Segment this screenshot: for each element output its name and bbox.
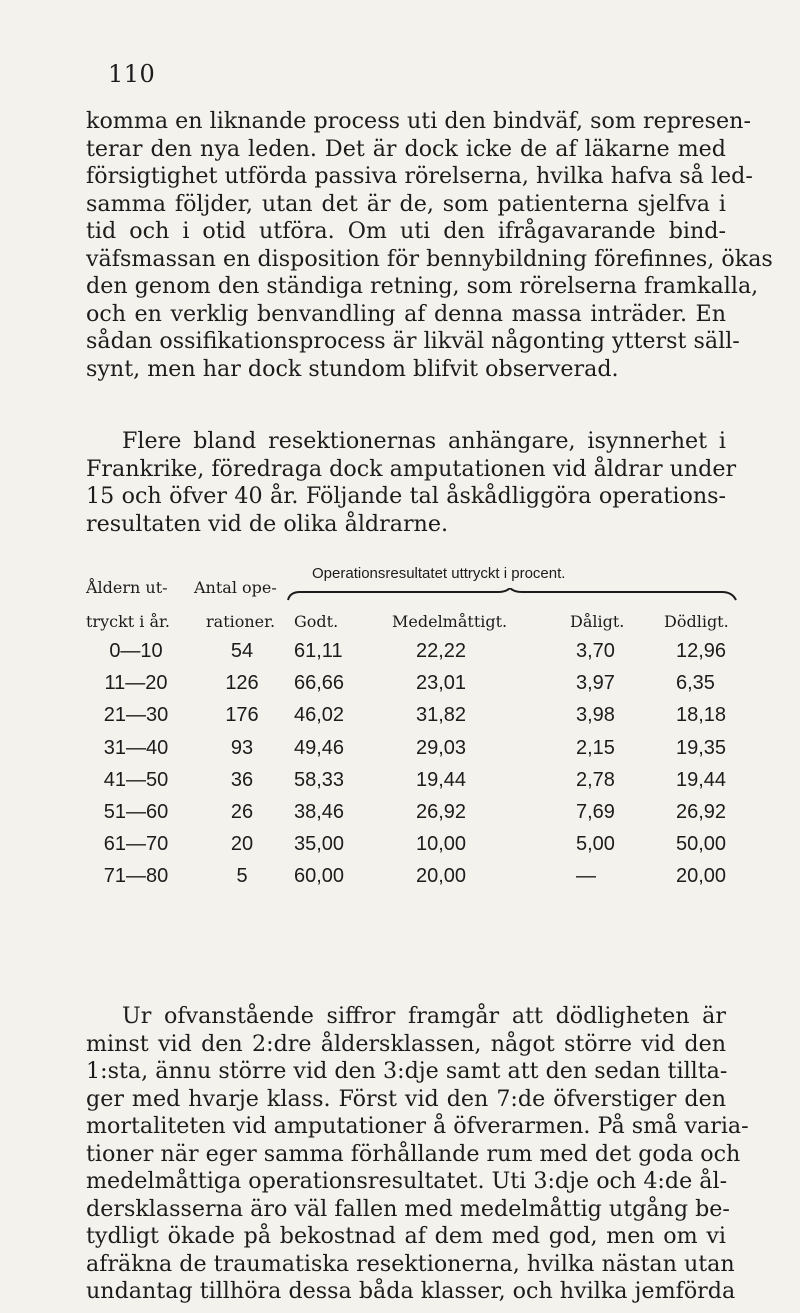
cell-godt: 61,11 [294,640,343,662]
text-line: komma en liknande process uti den bindväf, som represen- [86,108,751,134]
text-line: minst vid den 2:dre åldersklassen, något större vid den [86,1030,726,1057]
cell-daligt: 3,97 [576,672,615,694]
cell-daligt: 3,70 [576,640,615,662]
cell-operations: 20 [230,833,254,855]
text-line: undantag tillhöra dessa båda klasser, och hvilka jemförda [86,1278,736,1304]
cell-operations: 126 [225,672,259,694]
cell-dodligt: 6,35 [676,672,715,694]
text-line: samma följder, utan det är de, som patienterna sjelfva i [86,190,726,217]
cell-dodligt: 19,44 [676,769,727,791]
text-line: Frankrike, föredraga dock amputationen vid åldrar under [86,455,737,482]
text-line: sådan ossifikationsprocess är likväl någonting ytterst säll- [86,328,740,354]
table-row [86,704,746,734]
cell-godt: 58,33 [294,769,345,791]
table-row [86,833,746,863]
cell-age: 41—50 [103,769,169,791]
table-row [86,672,746,702]
text-line: Flere bland resektionernas anhängare, isynnerhet i [122,428,726,454]
text-line: försigtighet utförda passiva rörelserna, hvilka hafva så led- [86,163,753,189]
cell-operations: 5 [236,865,248,887]
cell-medelmattigt: 22,22 [416,640,467,662]
header-age-line1: Åldern ut- [86,578,168,597]
cell-operations: 36 [230,769,254,791]
cell-operations: 176 [225,704,259,726]
cell-medelmattigt: 10,00 [416,833,467,855]
table-row [86,640,746,670]
cell-daligt: 2,78 [576,769,615,791]
text-line: resultaten vid de olika åldrarne. [86,510,449,537]
table-row [86,769,746,799]
text-line: terar den nya leden. Det är dock icke de af läkarne med [86,135,726,162]
table-row [86,865,746,895]
cell-godt: 38,46 [294,801,345,823]
cell-operations: 26 [230,801,254,823]
cell-dodligt: 26,92 [676,801,727,823]
page-number: 110 [108,60,156,88]
cell-godt: 66,66 [294,672,345,694]
cell-age: 51—60 [103,801,169,823]
cell-dodligt: 20,00 [676,865,727,887]
text-line: synt, men har dock stundom blifvit observerad. [86,355,619,382]
text-line: medelmåttiga operationsresultatet. Uti 3:dje och 4:de ål- [86,1168,728,1194]
cell-medelmattigt: 19,44 [416,769,467,791]
header-daligt: Dåligt. [570,612,625,631]
cell-daligt: 2,15 [576,737,615,759]
text-line: dersklasserna äro väl fallen med medelmåttig utgång be- [86,1195,730,1222]
paragraph-1 [86,108,773,383]
paragraph-3 [86,1003,749,1306]
cell-medelmattigt: 31,82 [416,704,467,726]
cell-godt: 35,00 [294,833,345,855]
text-line: tydligt ökade på bekostnad af dem med god, men om vi [86,1223,726,1249]
paragraph-2 [86,428,737,538]
cell-age: 11—20 [104,672,168,694]
text-line: och en verklig benvandling af denna massa inträder. En [86,300,726,327]
text-line: 15 och öfver 40 år. Följande tal åskådliggöra operations- [86,483,726,509]
header-age-line2: tryckt i år. [86,612,171,631]
cell-daligt: 5,00 [576,833,615,855]
cell-daligt: 7,69 [576,801,615,823]
table-row [86,737,746,767]
text-line: tid och i otid utföra. Om uti den ifrågavarande bind- [86,218,726,244]
text-line: 1:sta, ännu större vid den 3:dje samt att den sedan tillta- [86,1058,728,1084]
cell-godt: 60,00 [294,865,345,887]
header-ops-line1: Antal ope- [194,578,277,597]
cell-medelmattigt: 26,92 [416,801,467,823]
cell-godt: 49,46 [294,737,345,759]
cell-medelmattigt: 29,03 [416,737,467,759]
header-medel: Medelmåttigt. [392,612,508,631]
cell-godt: 46,02 [294,704,345,726]
cell-age: 71—80 [103,865,169,887]
header-ops-line2: rationer. [206,612,276,631]
table-row [86,801,746,831]
brace-icon [286,588,738,602]
text-line: Ur ofvanstående siffror framgår att dödligheten är [122,1003,726,1029]
cell-age: 21—30 [103,704,169,726]
text-line: väfsmassan en disposition för bennybildning förefinnes, ökas [86,245,773,272]
cell-daligt: 3,98 [576,704,615,726]
text-line: ger med hvarje klass. Först vid den 7:de öfverstiger den [86,1085,726,1112]
text-line: tioner när eger samma förhållande rum med det goda och [86,1140,741,1167]
cell-dodligt: 19,35 [676,737,727,759]
cell-operations: 93 [230,737,254,759]
cell-dodligt: 18,18 [676,704,727,726]
cell-age: 61—70 [103,833,169,855]
header-dodligt: Dödligt. [664,612,729,631]
cell-operations: 54 [230,640,254,662]
text-line: mortaliteten vid amputationer å öfverarmen. På små varia- [86,1113,749,1139]
text-line: den genom den ständiga retning, som rörelserna framkalla, [86,273,759,299]
header-group-title: Operationsresultatet uttryckt i procent. [312,565,566,582]
cell-dodligt: 12,96 [676,640,727,662]
cell-age: 0—10 [109,640,163,662]
cell-medelmattigt: 20,00 [416,865,467,887]
cell-age: 31—40 [103,737,169,759]
text-line: afräkna de traumatiska resektionerna, hvilka nästan utan [86,1250,735,1277]
cell-dodligt: 50,00 [676,833,727,855]
cell-daligt: — [576,865,596,887]
header-godt: Godt. [294,612,339,631]
cell-medelmattigt: 23,01 [416,672,467,694]
